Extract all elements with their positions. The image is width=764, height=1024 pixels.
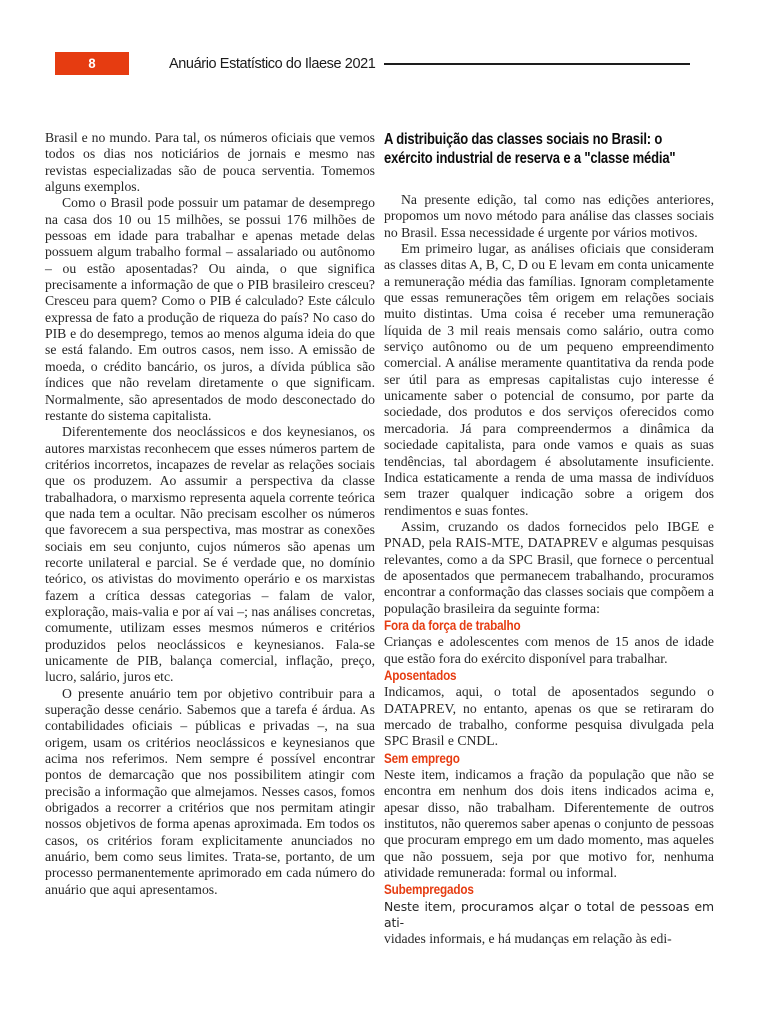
paragraph: Na presente edição, tal como nas edições anteriores, propomos um novo método para análise das classes sociais no Brasil. Essa necessidade é urgente por vários motivos. — [384, 192, 714, 240]
paragraph: O presente anuário tem por objetivo contribuir para a superação desse cenário. Sabemos que a tarefa é árdua. As contabilidades oficiais – públicas e privadas –, na sua origem, usam os critérios neoclássicos e keynesianos que acima nos referimos. Nem sempre é possível encontrar pontos de demarcação que nos possibilitem atingir com precisão a informação que almejamos. Nesses casos, fomos obrigados a recorrer a critérios que nos permitam atingir nossos objetivos de forma apenas aproximada. Em todos os casos, os critérios foram explicitamente anunciados no anuário, bem como seus limites. Trata-se, portanto, de um processo permanentemente aprimorado em cada número do anuário que aqui apresentamos. — [45, 685, 375, 897]
paragraph: Neste item, indicamos a fração da população que não se encontra em nenhum dos dois itens indicados acima e, apesar disso, não trabalham. Diferentemente de outros institutos, não queremos saber apenas o conjunto de pessoas que procuram emprego em um dado momento, mas aqueles que não possuem, seja por que motivo for, nenhuma atividade remunerada: formal ou informal. — [384, 767, 714, 881]
paragraph: Assim, cruzando os dados fornecidos pelo IBGE e PNAD, pela RAIS-MTE, DATAPREV e algumas pesquisas relevantes, como a da SPC Brasil, que fornece o percentual de aposentados que permanecem trabalhando, procuramos encontrar a conformação das classes sociais que compõem a população brasileira da seguinte forma: — [384, 518, 714, 616]
section-subheading: Subempregados — [384, 882, 474, 898]
page-number: 8 — [88, 55, 96, 72]
paragraph: Em primeiro lugar, as análises oficiais que consideram as classes ditas A, B, C, D ou E levam em conta unicamente a remuneração média das famílias. Ignoram completamente que essas remunerações têm origem em relações sociais muito distintas. Uma coisa é receber uma remuneração líquida de 3 mil reais mensais como salário, outra como serviço autônomo ou de um pequeno empreendimento comercial. A análise meramente quantitativa da renda pode ser útil para as empresas capitalistas cujo interesse é unicamente saber o potencial de consumo, por parte da sociedade, dos produtos e dos serviços oferecidos como mercadoria. Já para compreendermos a dinâmica da sociedade capitalista, para onde vamos e quais as suas tendências, tal abordagem é absolutamente insuficiente. Indica estaticamente a renda de uma massa de indivíduos sem trazer qualquer indicação sobre a origem dos rendimentos e suas fontes. — [384, 241, 714, 518]
header-title: Anuário Estatístico do Ilaese 2021 — [169, 55, 376, 72]
section-subheading: Aposentados — [384, 667, 457, 683]
two-column-text — [45, 130, 714, 948]
paragraph-serif-fragment: vidades informais, e há mudanças em relação às edi- — [384, 931, 672, 947]
paragraph: Como o Brasil pode possuir um patamar de desemprego na casa dos 10 ou 15 milhões, se possui 176 milhões de pessoas em idade para trabalhar e apenas metade delas possuem algum trabalho formal – assalariado ou autônomo – ou estão aposentadas? Ou ainda, o que significa precisamente a informação de que o PIB brasileiro cresceu? Cresceu para quem? Como o PIB é calculado? Este cálculo expressa de fato a produção de riqueza do país? No caso do PIB e do desemprego, temos ao menos alguma ideia do que se está falando. Em outros casos, nem isso. A emissão de moeda, o crédito bancário, os juros, a dívida pública são índices que não revelam diretamente o que significam. Normalmente, são apresentados de modo desconectado do restante do sistema capitalista. — [45, 195, 375, 423]
section-subheading: Fora da força de trabalho — [384, 617, 521, 633]
section-subheading: Sem emprego — [384, 750, 460, 766]
paragraph: Brasil e no mundo. Para tal, os números oficiais que vemos todos os dias nos noticiários de jornais e mesmo nas revistas especializadas são de pouca serventia. Tomemos alguns exemplos. — [45, 130, 375, 195]
paragraph-mixed-font — [384, 899, 714, 948]
paragraph: Indicamos, aqui, o total de aposentados segundo o DATAPREV, no entanto, apenas os que se retiraram do mercado de trabalho, conforme pesquisa divulgada pela SPC Brasil e CNDL. — [384, 684, 714, 749]
page-number-badge — [55, 52, 129, 75]
paragraph: Diferentemente dos neoclássicos e dos keynesianos, os autores marxistas reconhecem que esses números partem de critérios incorretos, incapazes de revelar as relações sociais que os produzem. Ao assumir a perspectiva da classe trabalhadora, o marxismo representa aquela corrente teórica que nada tem a ocultar. Não precisam escolher os números que favorecem a sua perspectiva, mas mostrar as conexões sociais em seu conjunto, cujos números são apenas um recorte unilateral e parcial. Se é verdade que, no domínio teórico, os ativistas do movimento operário e os marxistas fazem a crítica dessas categorias – falam de valor, exploração, mais-valia e por aí vai –; nas análises concretas, comumente, utilizam esses mesmos números e critérios produzidos pelos neoclássicos e keynesianos. Fala-se unicamente de PIB, balança comercial, inflação, preço, lucro, salário, juros etc. — [45, 424, 375, 685]
page-header — [55, 52, 714, 75]
right-column — [384, 130, 714, 948]
paragraph-sans-fragment: Neste item, procuramos alçar o total de pessoas em ati- — [384, 898, 714, 931]
paragraph: Crianças e adolescentes com menos de 15 anos de idade que estão fora do exército disponível para trabalhar. — [384, 634, 714, 666]
left-column — [45, 130, 375, 948]
header-rule — [384, 63, 690, 65]
article-heading: A distribuição das classes sociais no Brasil: o exército industrial de reserva e a "classe média" — [384, 131, 676, 167]
